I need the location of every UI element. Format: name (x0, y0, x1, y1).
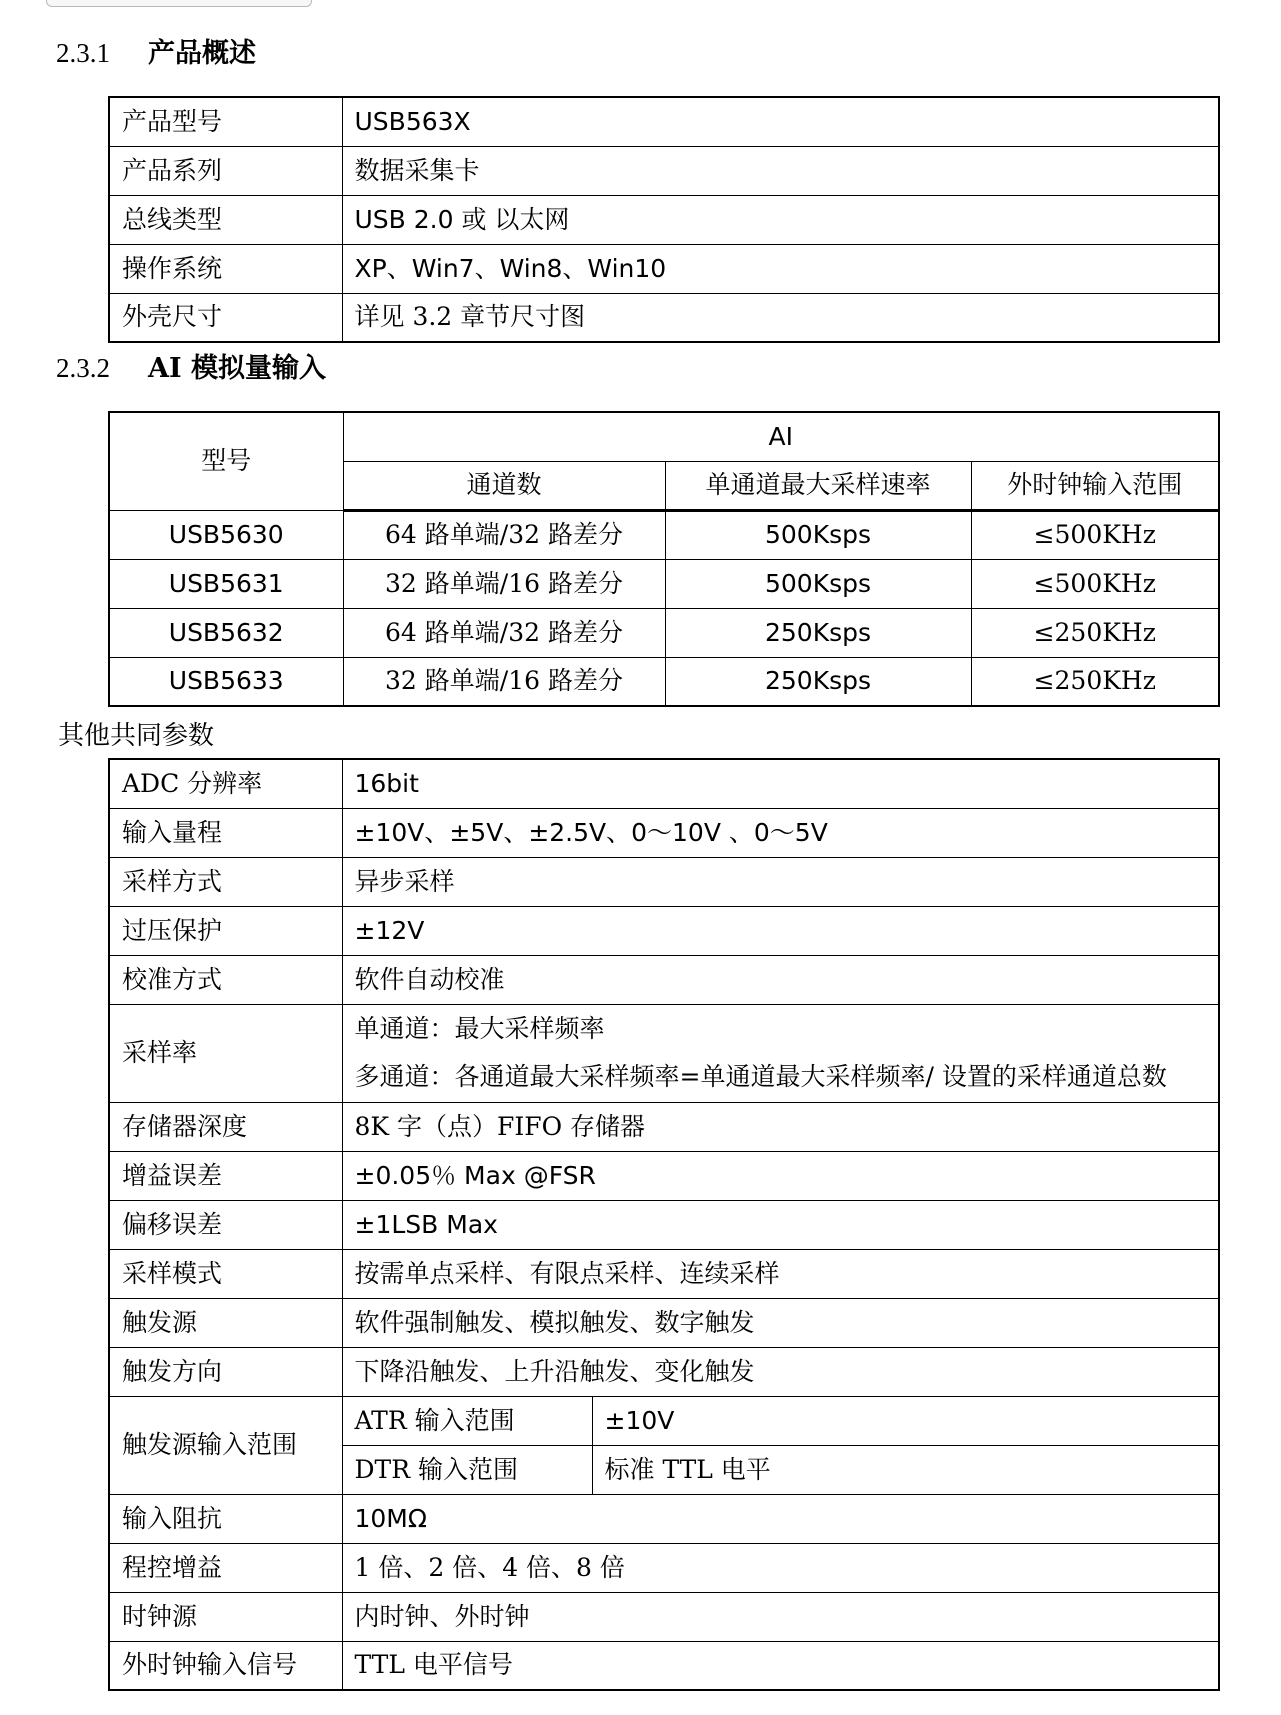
row-label: 存储器深度 (109, 1102, 342, 1151)
ext-clock-cell: ≤250KHz (971, 608, 1219, 657)
table-row (109, 657, 1219, 706)
row-value: ±0.05％ Max @FSR (342, 1151, 1219, 1200)
table-row (109, 195, 1219, 244)
table-row (109, 1298, 1219, 1347)
table-row (109, 293, 1219, 342)
row-value: ±12V (342, 906, 1219, 955)
row-label: 触发方向 (109, 1347, 342, 1396)
row-value: 1 倍、2 倍、4 倍、8 倍 (342, 1543, 1219, 1592)
row-value: 数据采集卡 (342, 146, 1219, 195)
row-label: 程控增益 (109, 1543, 342, 1592)
table-row (109, 608, 1219, 657)
table-row (109, 1592, 1219, 1641)
row-label: 产品型号 (109, 97, 342, 146)
row-label: 触发源 (109, 1298, 342, 1347)
row-label: ADC 分辨率 (109, 759, 342, 808)
row-value: 软件强制触发、模拟触发、数字触发 (342, 1298, 1219, 1347)
table-row (109, 1151, 1219, 1200)
rate-cell: 250Ksps (665, 608, 971, 657)
common-params-title: 其他共同参数 (58, 721, 215, 751)
rate-cell: 500Ksps (665, 559, 971, 608)
model-cell: USB5630 (109, 510, 343, 559)
row-label: 输入阻抗 (109, 1494, 342, 1543)
row-label: 采样方式 (109, 857, 342, 906)
table-row (109, 1200, 1219, 1249)
row-value: USB 2.0 或 以太网 (342, 195, 1219, 244)
table-row (109, 955, 1219, 1004)
section-number: 2.3.1 (56, 38, 110, 68)
table-row (109, 1102, 1219, 1151)
col-header-channels: 通道数 (343, 461, 665, 510)
row-label: 操作系统 (109, 244, 342, 293)
ai-group-header: AI (343, 412, 1219, 461)
row-label: 增益误差 (109, 1151, 342, 1200)
row-value: USB563X (342, 97, 1219, 146)
row-value: ±10V、±5V、±2.5V、0～10V 、0～5V (342, 808, 1219, 857)
table-row (109, 857, 1219, 906)
sample-rate-line-2: 多通道：各通道最大采样频率=单通道最大采样频率/ 设置的采样通道总数 (354, 1062, 1167, 1091)
table-row (109, 759, 1219, 808)
section-title: 产品概述 (148, 38, 256, 69)
row-value: 下降沿触发、上升沿触发、变化触发 (342, 1347, 1219, 1396)
channels-cell: 32 路单端/16 路差分 (343, 657, 665, 706)
table-row (109, 906, 1219, 955)
top-tab-remnant (46, 0, 312, 7)
ext-clock-cell: ≤500KHz (971, 510, 1219, 559)
row-value: XP、Win7、Win8、Win10 (342, 244, 1219, 293)
row-label: 产品系列 (109, 146, 342, 195)
table-row (109, 146, 1219, 195)
row-label: 过压保护 (109, 906, 342, 955)
row-label: 采样率 (109, 1004, 342, 1102)
row-value: 异步采样 (342, 857, 1219, 906)
section-number: 2.3.2 (56, 353, 110, 383)
sample-rate-line-1: 单通道：最大采样频率 (354, 1014, 605, 1043)
ext-clock-cell: ≤250KHz (971, 657, 1219, 706)
row-label: 时钟源 (109, 1592, 342, 1641)
dtr-value: 标准 TTL 电平 (592, 1445, 1219, 1494)
row-value: TTL 电平信号 (342, 1641, 1219, 1690)
row-label: 校准方式 (109, 955, 342, 1004)
sample-rate-value (342, 1004, 1219, 1102)
row-value: ±1LSB Max (342, 1200, 1219, 1249)
row-label: 偏移误差 (109, 1200, 342, 1249)
table-row (109, 1347, 1219, 1396)
table-row (109, 97, 1219, 146)
row-value: 内时钟、外时钟 (342, 1592, 1219, 1641)
atr-value: ±10V (592, 1396, 1219, 1445)
table-row (109, 808, 1219, 857)
product-overview-table (108, 96, 1220, 343)
row-value: 8K 字（点）FIFO 存储器 (342, 1102, 1219, 1151)
model-header: 型号 (109, 412, 343, 510)
row-value: 10MΩ (342, 1494, 1219, 1543)
model-cell: USB5632 (109, 608, 343, 657)
table-row (109, 1396, 1219, 1445)
table-row (109, 244, 1219, 293)
table-row (109, 1249, 1219, 1298)
section-heading-ai (56, 352, 326, 385)
row-label: 输入量程 (109, 808, 342, 857)
table-row (109, 1543, 1219, 1592)
rate-cell: 250Ksps (665, 657, 971, 706)
row-value: 按需单点采样、有限点采样、连续采样 (342, 1249, 1219, 1298)
common-params-table (108, 758, 1220, 1691)
ai-model-table (108, 411, 1220, 707)
row-label: 采样模式 (109, 1249, 342, 1298)
row-label: 外壳尺寸 (109, 293, 342, 342)
section-heading-overview (56, 37, 256, 70)
channels-cell: 64 路单端/32 路差分 (343, 510, 665, 559)
row-label: 触发源输入范围 (109, 1396, 342, 1494)
rate-cell: 500Ksps (665, 510, 971, 559)
table-row (109, 1494, 1219, 1543)
model-cell: USB5631 (109, 559, 343, 608)
model-cell: USB5633 (109, 657, 343, 706)
table-row (109, 559, 1219, 608)
channels-cell: 32 路单端/16 路差分 (343, 559, 665, 608)
row-label: 外时钟输入信号 (109, 1641, 342, 1690)
row-value: 详见 3.2 章节尺寸图 (342, 293, 1219, 342)
col-header-ext-clock: 外时钟输入范围 (971, 461, 1219, 510)
row-label: 总线类型 (109, 195, 342, 244)
col-header-rate: 单通道最大采样速率 (665, 461, 971, 510)
section-title: AI 模拟量输入 (148, 353, 326, 384)
table-row (109, 510, 1219, 559)
row-value: 软件自动校准 (342, 955, 1219, 1004)
channels-cell: 64 路单端/32 路差分 (343, 608, 665, 657)
table-row (109, 1004, 1219, 1102)
table-row (109, 1641, 1219, 1690)
row-value: 16bit (342, 759, 1219, 808)
dtr-label: DTR 输入范围 (342, 1445, 592, 1494)
atr-label: ATR 输入范围 (342, 1396, 592, 1445)
table-header-row (109, 412, 1219, 461)
ext-clock-cell: ≤500KHz (971, 559, 1219, 608)
